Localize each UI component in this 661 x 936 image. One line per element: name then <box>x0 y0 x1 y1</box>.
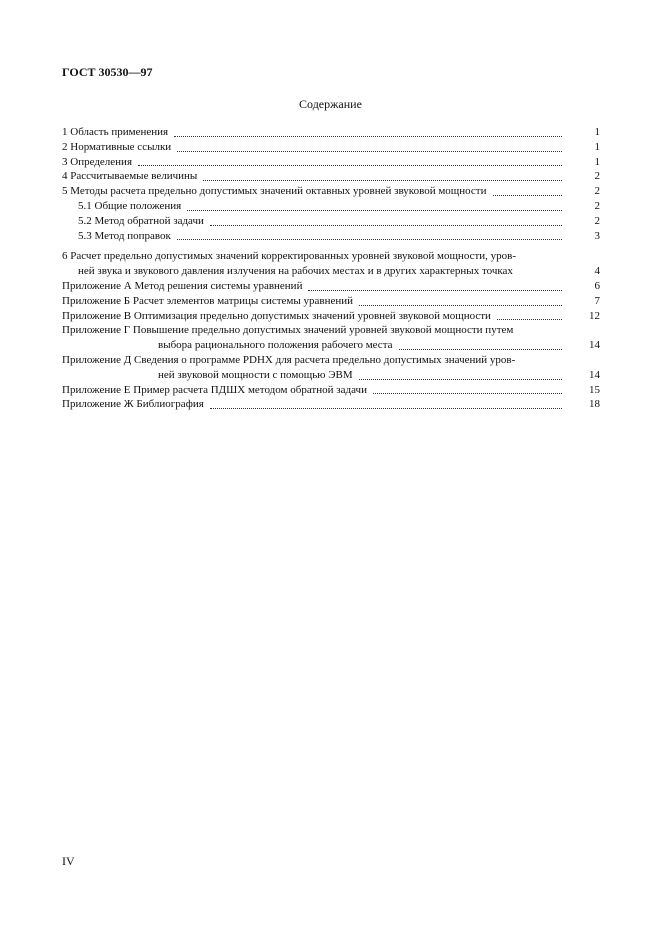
dot-leader <box>210 225 562 226</box>
toc-entry-page: 18 <box>589 398 600 411</box>
toc-entry-text: 5.3 Метод поправок <box>78 229 171 242</box>
toc-entry-appendix-g[interactable] <box>62 323 600 353</box>
toc-entry-page: 15 <box>589 383 600 396</box>
toc-entry-line <box>62 264 600 279</box>
toc-entry-line <box>62 323 600 338</box>
dot-leader <box>359 305 562 306</box>
toc-entry-text: 5.1 Общие положения <box>78 199 182 212</box>
toc-entry-appendix-v[interactable] <box>62 309 600 324</box>
toc-entry-page: 14 <box>589 339 600 352</box>
toc-entry-text: 2 Нормативные ссылки <box>62 140 172 153</box>
toc-entry-page-empty <box>570 323 600 338</box>
toc-entry-page: 4 <box>594 265 600 278</box>
toc-entry-calculation-methods[interactable] <box>62 184 600 199</box>
toc-entry-text-line2: выбора рационального положения рабочего места <box>158 339 393 352</box>
toc-entry-page: 2 <box>594 170 600 183</box>
toc-entry-text: 5.2 Метод обратной задачи <box>78 214 204 227</box>
dot-leader <box>308 290 562 291</box>
toc-entry-scope[interactable] <box>62 125 600 140</box>
toc-entry-text: 1 Область применения <box>62 126 169 138</box>
dot-leader <box>399 349 562 350</box>
toc-entry-text: Приложение А Метод решения системы уравнений <box>62 279 303 292</box>
toc-entry-corrected-levels[interactable] <box>62 249 600 279</box>
toc-entry-text-line2: ней звука и звукового давления излучения на рабочих местах и в других характерных точках <box>78 265 513 278</box>
toc-entry-page-empty <box>570 249 600 264</box>
toc-entry-text-line2: ней звуковой мощности с помощью ЭВМ <box>158 368 353 381</box>
toc-entry-page: 1 <box>594 126 600 138</box>
dot-leader <box>177 239 562 240</box>
document-code: ГОСТ 30530—97 <box>62 65 153 79</box>
toc-entry-line <box>62 368 600 383</box>
toc-entry-appendix-d[interactable] <box>62 353 600 383</box>
toc-entry-page: 1 <box>594 140 600 153</box>
toc-entry-appendix-e[interactable] <box>62 383 600 398</box>
toc-entry-page-empty <box>570 353 600 368</box>
toc-entry-page: 1 <box>594 155 600 168</box>
toc-entry-appendix-a[interactable] <box>62 279 600 294</box>
toc-entry-text-line1: 6 Расчет предельно допустимых значений корректированных уровней звуковой мощности, уров- <box>62 250 517 263</box>
toc-entry-page: 2 <box>594 214 600 227</box>
dot-leader <box>203 180 562 181</box>
toc-entry-page: 12 <box>589 309 600 322</box>
toc-entry-normative-references[interactable] <box>62 140 600 155</box>
dot-leader <box>373 393 562 394</box>
toc-entry-text: Приложение Е Пример расчета ПДШХ методом обратной задачи <box>62 383 367 396</box>
toc-entry-text: Приложение Б Расчет элементов матрицы системы уравнений <box>62 294 354 307</box>
toc-entry-text: 4 Рассчитываемые величины <box>62 170 198 183</box>
dot-leader <box>359 379 562 380</box>
toc-entry-appendix-b[interactable] <box>62 294 600 309</box>
dot-leader <box>493 195 562 196</box>
dot-leader <box>174 136 562 137</box>
toc-entry-page: 2 <box>594 199 600 212</box>
toc-entry-text: 5 Методы расчета предельно допустимых значений октавных уровней звуковой мощности <box>62 185 487 198</box>
toc-entry-general-provisions[interactable] <box>62 199 600 214</box>
toc-entry-page: 14 <box>589 368 600 381</box>
dot-leader <box>497 319 562 320</box>
toc-entry-calculated-quantities[interactable] <box>62 169 600 184</box>
toc-entry-text: Приложение В Оптимизация предельно допустимых значений уровней звуковой мощности <box>62 309 491 322</box>
toc-entry-correction-method[interactable] <box>62 229 600 244</box>
toc-entry-text: 3 Определения <box>62 155 133 168</box>
toc-entry-page: 2 <box>594 185 600 198</box>
toc-entry-line <box>62 353 600 368</box>
toc-entry-page: 7 <box>594 294 600 307</box>
toc-entry-text-line1: Приложение Г Повышение предельно допустимых значений уровней звуковой мощности путем <box>62 324 514 337</box>
toc-entry-appendix-zh[interactable] <box>62 397 600 412</box>
toc-entry-page: 3 <box>594 229 600 242</box>
dot-leader <box>210 408 562 409</box>
dot-leader <box>187 210 562 211</box>
toc-entry-text: Приложение Ж Библиография <box>62 398 204 411</box>
toc-entry-text-line1: Приложение Д Сведения о программе PDHX для расчета предельно допустимых значений уров- <box>62 353 516 366</box>
page-number: IV <box>62 854 75 868</box>
dot-leader <box>138 165 562 166</box>
toc-entry-definitions[interactable] <box>62 155 600 170</box>
toc-title: Содержание <box>299 97 362 111</box>
toc-entry-line <box>62 338 600 353</box>
toc-entry-inverse-problem-method[interactable] <box>62 214 600 229</box>
dot-leader <box>177 151 562 152</box>
toc-entry-line <box>62 249 600 264</box>
toc-entry-page: 6 <box>594 279 600 292</box>
table-of-contents <box>62 125 600 412</box>
